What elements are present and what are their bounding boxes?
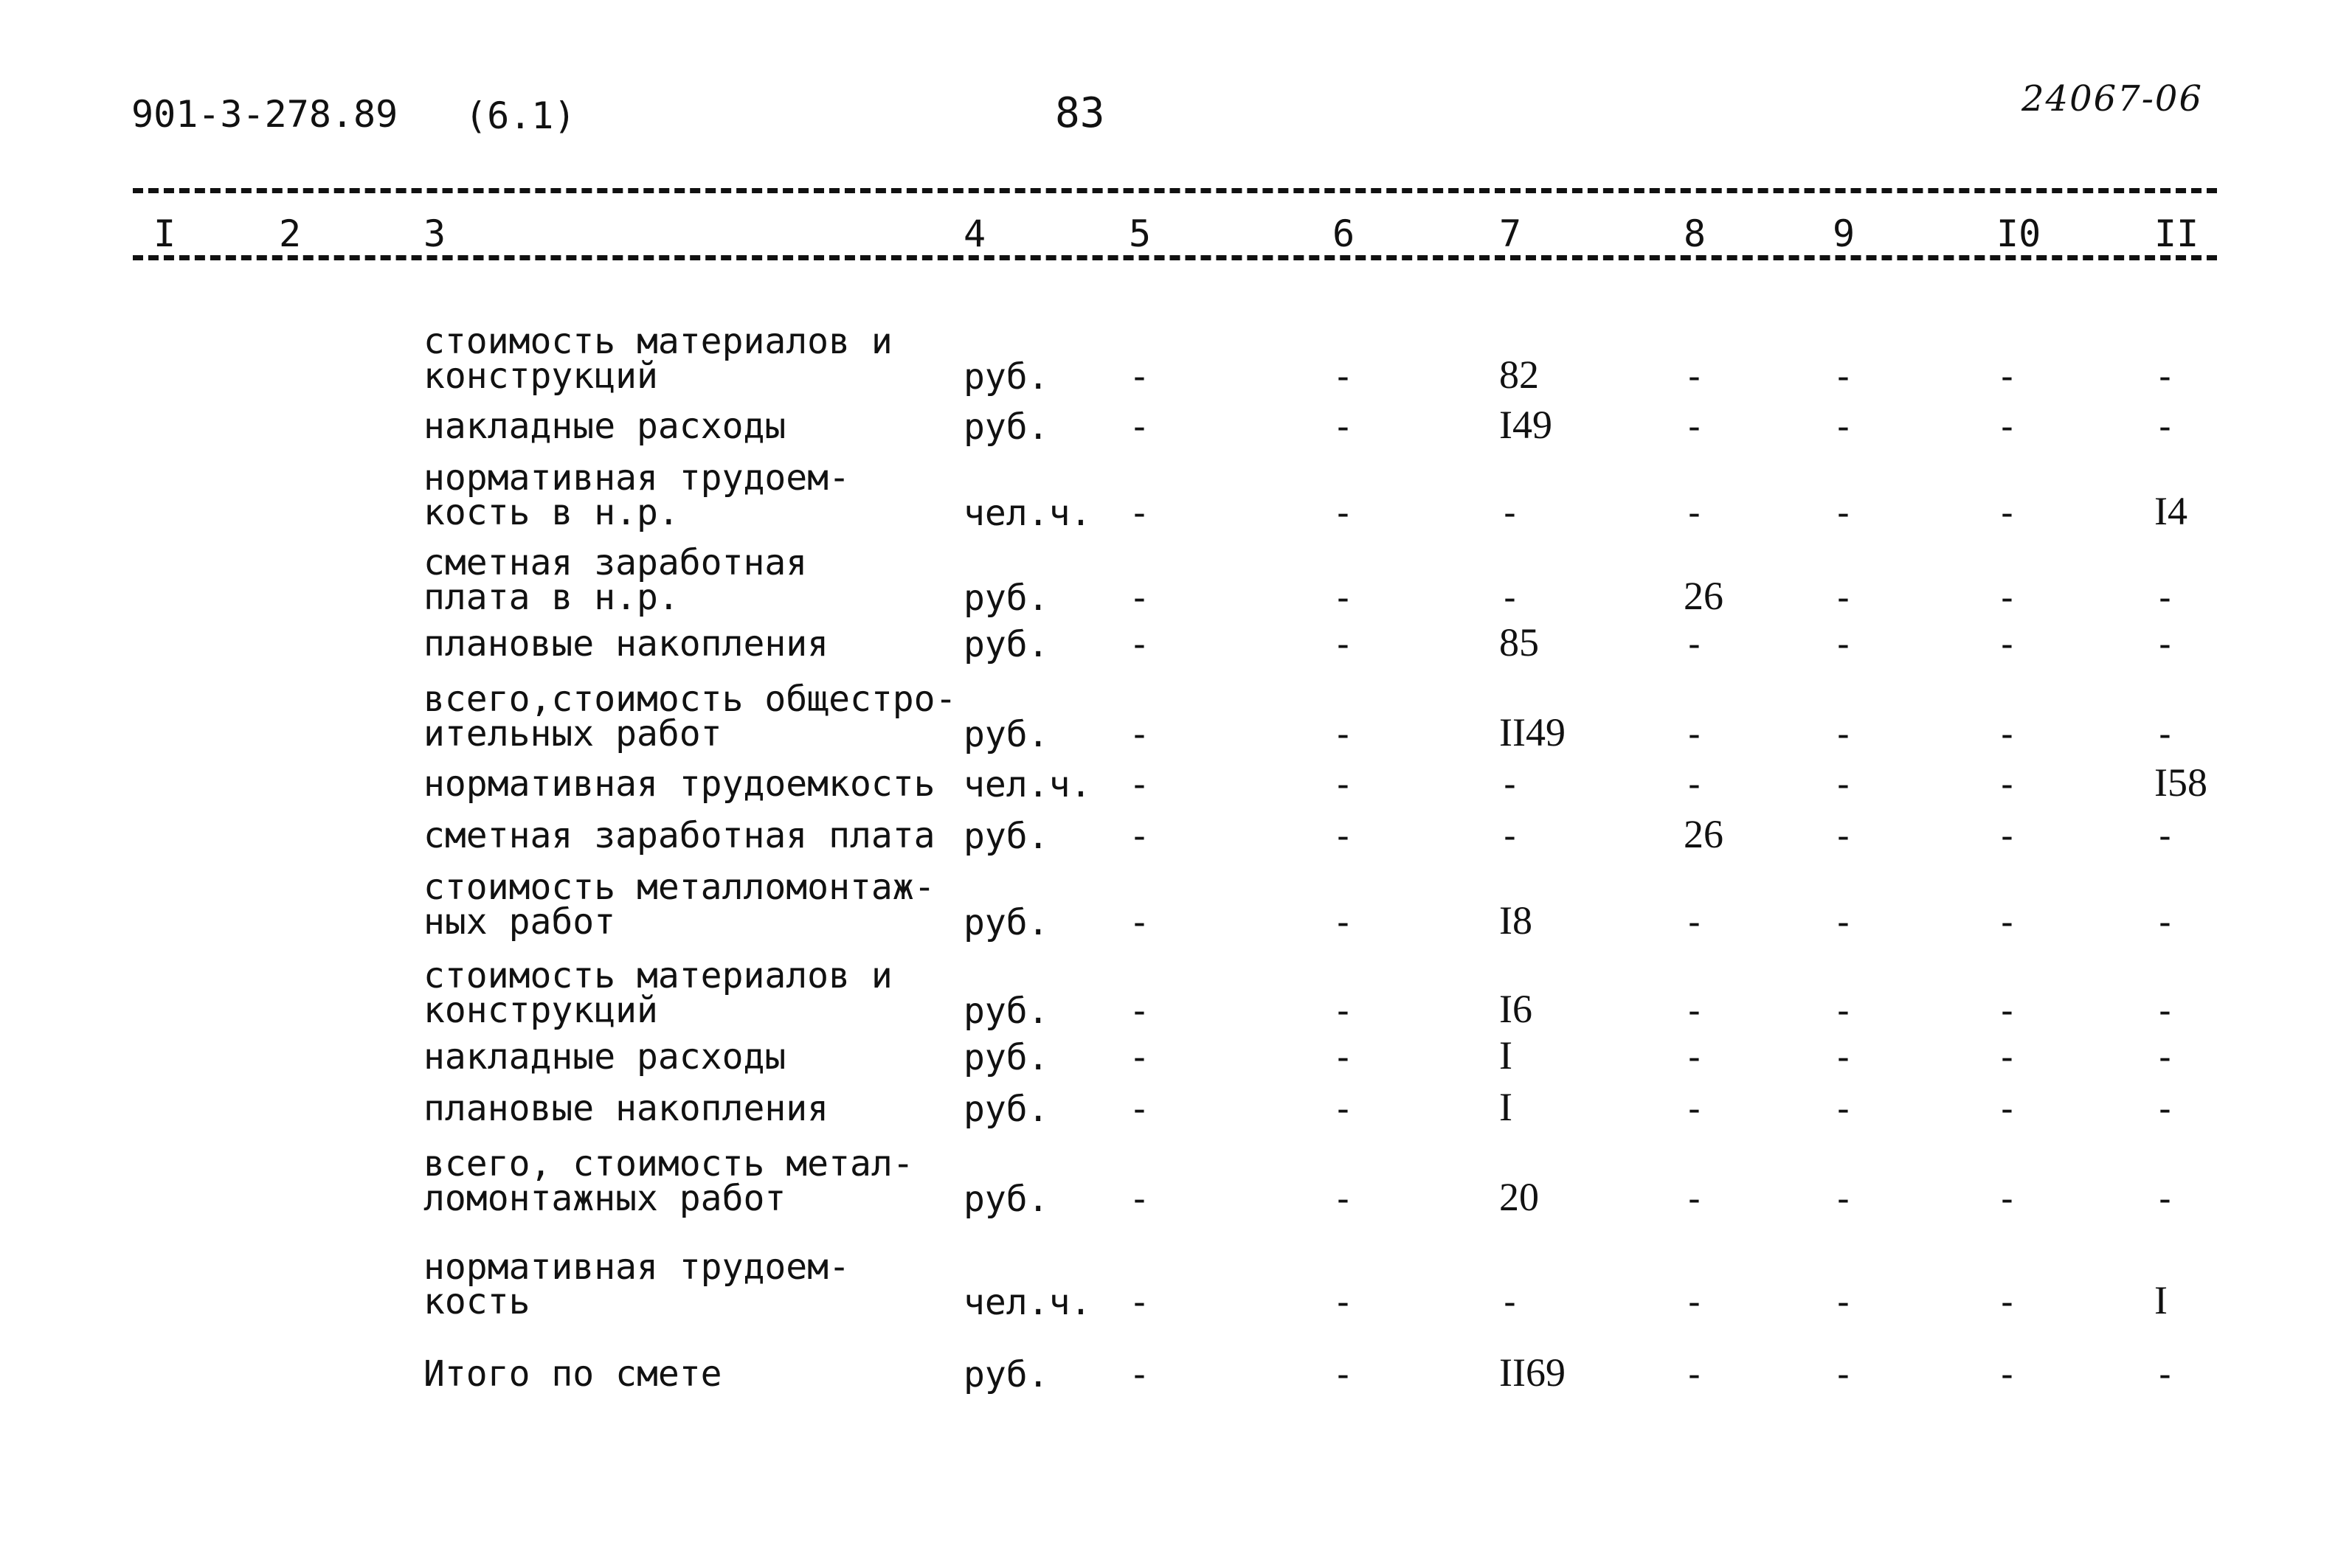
row-value-col-7: I <box>1499 1033 1512 1078</box>
row-value-col-5: - <box>1129 577 1150 619</box>
row-unit: чел.ч. <box>964 1282 1092 1323</box>
row-description <box>423 542 955 618</box>
row-unit: руб. <box>964 902 1049 943</box>
row-value-col-5: - <box>1129 1354 1150 1395</box>
row-value-col-7: II69 <box>1499 1350 1566 1395</box>
row-value-col-5: - <box>1129 624 1150 665</box>
row-value-col-7: 20 <box>1499 1175 1539 1219</box>
row-description-line: кость в н.р. <box>423 492 679 533</box>
row-description-line: стоимость материалов и <box>423 321 893 362</box>
row-unit: руб. <box>964 1354 1049 1395</box>
row-value-col-6: - <box>1332 816 1354 857</box>
row-value-col-9: - <box>1833 1037 1854 1078</box>
row-value-col-11: - <box>2154 991 2176 1032</box>
row-description-line: ительных работ <box>423 713 722 754</box>
row-unit: руб. <box>964 356 1049 398</box>
row-value-col-8: - <box>1684 356 1705 398</box>
row-description-line: нормативная трудоем- <box>423 457 850 499</box>
row-value-col-10: - <box>1996 991 2018 1032</box>
row-value-col-11: - <box>2154 1179 2176 1220</box>
row-value-col-5: - <box>1129 1089 1150 1130</box>
row-value-col-9: - <box>1833 577 1854 619</box>
row-value-col-7: - <box>1499 1282 1521 1323</box>
row-value-col-6: - <box>1332 406 1354 448</box>
row-value-col-6: - <box>1332 493 1354 534</box>
row-description <box>423 763 955 805</box>
row-value-col-10: - <box>1996 1179 2018 1220</box>
row-value-col-5: - <box>1129 816 1150 857</box>
row-description <box>423 867 955 943</box>
row-value-col-11: - <box>2154 902 2176 943</box>
row-value-col-6: - <box>1332 624 1354 665</box>
row-description-line: нормативная трудоемкость <box>423 763 935 805</box>
row-value-col-5: - <box>1129 356 1150 398</box>
row-description <box>423 679 957 754</box>
column-number-6: 6 <box>1332 212 1355 255</box>
row-description-line: сметная заработная <box>423 542 808 583</box>
row-description <box>423 1143 955 1219</box>
row-unit: руб. <box>964 577 1049 619</box>
row-value-col-7: I6 <box>1499 987 1532 1031</box>
row-value-col-10: - <box>1996 764 2018 805</box>
row-value-col-10: - <box>1996 577 2018 619</box>
row-description-line: ломонтажных работ <box>423 1178 786 1219</box>
row-description <box>423 623 955 665</box>
row-description-line: нормативная трудоем- <box>423 1246 850 1288</box>
row-value-col-5: - <box>1129 902 1150 943</box>
row-unit: чел.ч. <box>964 764 1092 805</box>
row-description-line: всего,стоимость общестро- <box>423 679 957 720</box>
row-value-col-7: I <box>1499 1085 1512 1129</box>
row-description <box>423 955 955 1031</box>
row-value-col-5: - <box>1129 1037 1150 1078</box>
row-value-col-6: - <box>1332 356 1354 398</box>
row-value-col-7: - <box>1499 577 1521 619</box>
column-number-10: I0 <box>1996 212 2041 255</box>
row-value-col-8: - <box>1684 1179 1705 1220</box>
row-value-col-11: - <box>2154 816 2176 857</box>
row-value-col-11: I58 <box>2154 760 2207 805</box>
row-value-col-9: - <box>1833 1179 1854 1220</box>
row-value-col-7: II49 <box>1499 710 1566 754</box>
column-number-5: 5 <box>1129 212 1152 255</box>
row-description-line: конструкций <box>423 355 658 397</box>
row-value-col-5: - <box>1129 493 1150 534</box>
document-section: (6.1) <box>465 94 576 137</box>
row-value-col-11: I4 <box>2154 489 2187 533</box>
row-description-line: плановые накопления <box>423 623 829 665</box>
row-value-col-8: - <box>1684 493 1705 534</box>
row-value-col-9: - <box>1833 1282 1854 1323</box>
row-value-col-8: - <box>1684 1282 1705 1323</box>
row-value-col-6: - <box>1332 1037 1354 1078</box>
row-value-col-10: - <box>1996 624 2018 665</box>
row-value-col-7: I8 <box>1499 898 1532 943</box>
row-value-col-10: - <box>1996 493 2018 534</box>
row-unit: руб. <box>964 1089 1049 1130</box>
row-unit: руб. <box>964 1179 1049 1220</box>
row-description-line: конструкций <box>423 990 658 1031</box>
column-number-1: I <box>153 212 176 255</box>
row-value-col-6: - <box>1332 714 1354 755</box>
row-value-col-9: - <box>1833 991 1854 1032</box>
row-description <box>423 321 955 397</box>
row-value-col-7: I49 <box>1499 403 1552 447</box>
row-value-col-10: - <box>1996 1282 2018 1323</box>
row-value-col-5: - <box>1129 1179 1150 1220</box>
row-value-col-6: - <box>1332 902 1354 943</box>
row-value-col-6: - <box>1332 1282 1354 1323</box>
row-value-col-9: - <box>1833 764 1854 805</box>
row-value-col-8: 26 <box>1684 574 1723 618</box>
row-description-line: сметная заработная плата <box>423 815 935 856</box>
row-value-col-9: - <box>1833 714 1854 755</box>
row-value-col-11: - <box>2154 714 2176 755</box>
column-number-7: 7 <box>1499 212 1522 255</box>
row-unit: руб. <box>964 1037 1049 1078</box>
row-value-col-8: - <box>1684 902 1705 943</box>
row-unit: руб. <box>964 714 1049 755</box>
row-description <box>423 1036 955 1078</box>
page-number: 83 <box>1055 89 1105 137</box>
row-value-col-10: - <box>1996 1089 2018 1130</box>
row-value-col-8: - <box>1684 406 1705 448</box>
row-value-col-6: - <box>1332 1354 1354 1395</box>
row-value-col-8: - <box>1684 624 1705 665</box>
row-description-line: ных работ <box>423 901 616 943</box>
row-value-col-8: 26 <box>1684 812 1723 856</box>
row-description <box>423 815 955 856</box>
row-value-col-8: - <box>1684 991 1705 1032</box>
row-value-col-11: I <box>2154 1278 2168 1322</box>
row-value-col-5: - <box>1129 1282 1150 1323</box>
row-description-line: накладные расходы <box>423 406 786 447</box>
row-value-col-5: - <box>1129 991 1150 1032</box>
row-value-col-6: - <box>1332 991 1354 1032</box>
row-value-col-10: - <box>1996 356 2018 398</box>
column-number-3: 3 <box>423 212 446 255</box>
row-value-col-8: - <box>1684 1354 1705 1395</box>
column-number-8: 8 <box>1684 212 1706 255</box>
row-value-col-9: - <box>1833 816 1854 857</box>
row-unit: руб. <box>964 816 1049 857</box>
row-value-col-10: - <box>1996 1037 2018 1078</box>
handwritten-inventory-number: 24067-06 <box>2021 78 2203 119</box>
row-value-col-10: - <box>1996 902 2018 943</box>
row-description-line: стоимость металломонтаж- <box>423 867 935 908</box>
row-value-col-8: - <box>1684 1037 1705 1078</box>
row-value-col-10: - <box>1996 816 2018 857</box>
row-value-col-8: - <box>1684 764 1705 805</box>
row-value-col-9: - <box>1833 902 1854 943</box>
row-description <box>423 457 955 533</box>
row-description-line: накладные расходы <box>423 1036 786 1078</box>
row-unit: руб. <box>964 624 1049 665</box>
column-number-9: 9 <box>1833 212 1855 255</box>
row-value-col-8: - <box>1684 1089 1705 1130</box>
row-description-line: плата в н.р. <box>423 577 679 618</box>
row-value-col-7: - <box>1499 816 1521 857</box>
row-value-col-11: - <box>2154 577 2176 619</box>
column-number-11: II <box>2154 212 2199 255</box>
row-value-col-11: - <box>2154 1037 2176 1078</box>
row-unit: руб. <box>964 406 1049 448</box>
row-value-col-11: - <box>2154 356 2176 398</box>
column-number-2: 2 <box>279 212 302 255</box>
row-value-col-5: - <box>1129 764 1150 805</box>
row-value-col-11: - <box>2154 1089 2176 1130</box>
row-value-col-10: - <box>1996 714 2018 755</box>
row-value-col-9: - <box>1833 1354 1854 1395</box>
row-value-col-9: - <box>1833 624 1854 665</box>
row-value-col-6: - <box>1332 1179 1354 1220</box>
row-value-col-7: - <box>1499 764 1521 805</box>
row-unit: чел.ч. <box>964 493 1092 534</box>
row-value-col-6: - <box>1332 577 1354 619</box>
row-value-col-6: - <box>1332 1089 1354 1130</box>
row-value-col-5: - <box>1129 406 1150 448</box>
row-value-col-9: - <box>1833 406 1854 448</box>
row-value-col-10: - <box>1996 1354 2018 1395</box>
row-value-col-11: - <box>2154 624 2176 665</box>
column-number-4: 4 <box>964 212 986 255</box>
row-description-line: всего, стоимость метал- <box>423 1143 914 1184</box>
row-value-col-9: - <box>1833 493 1854 534</box>
row-value-col-8: - <box>1684 714 1705 755</box>
document-code: 901-3-278.89 <box>131 93 398 136</box>
row-value-col-10: - <box>1996 406 2018 448</box>
row-value-col-9: - <box>1833 356 1854 398</box>
row-description-line: плановые накопления <box>423 1088 829 1129</box>
row-unit: руб. <box>964 991 1049 1032</box>
row-description-line: стоимость материалов и <box>423 955 893 996</box>
row-value-col-11: - <box>2154 406 2176 448</box>
row-value-col-7: 82 <box>1499 353 1539 397</box>
row-description <box>423 1353 955 1395</box>
row-value-col-11: - <box>2154 1354 2176 1395</box>
row-description <box>423 1088 955 1129</box>
row-description-line: кость <box>423 1281 530 1322</box>
row-value-col-9: - <box>1833 1089 1854 1130</box>
row-description-line: Итого по смете <box>423 1353 722 1395</box>
row-value-col-6: - <box>1332 764 1354 805</box>
row-value-col-7: 85 <box>1499 620 1539 665</box>
row-description <box>423 1246 955 1322</box>
row-value-col-7: - <box>1499 493 1521 534</box>
row-value-col-5: - <box>1129 714 1150 755</box>
row-description <box>423 406 955 447</box>
